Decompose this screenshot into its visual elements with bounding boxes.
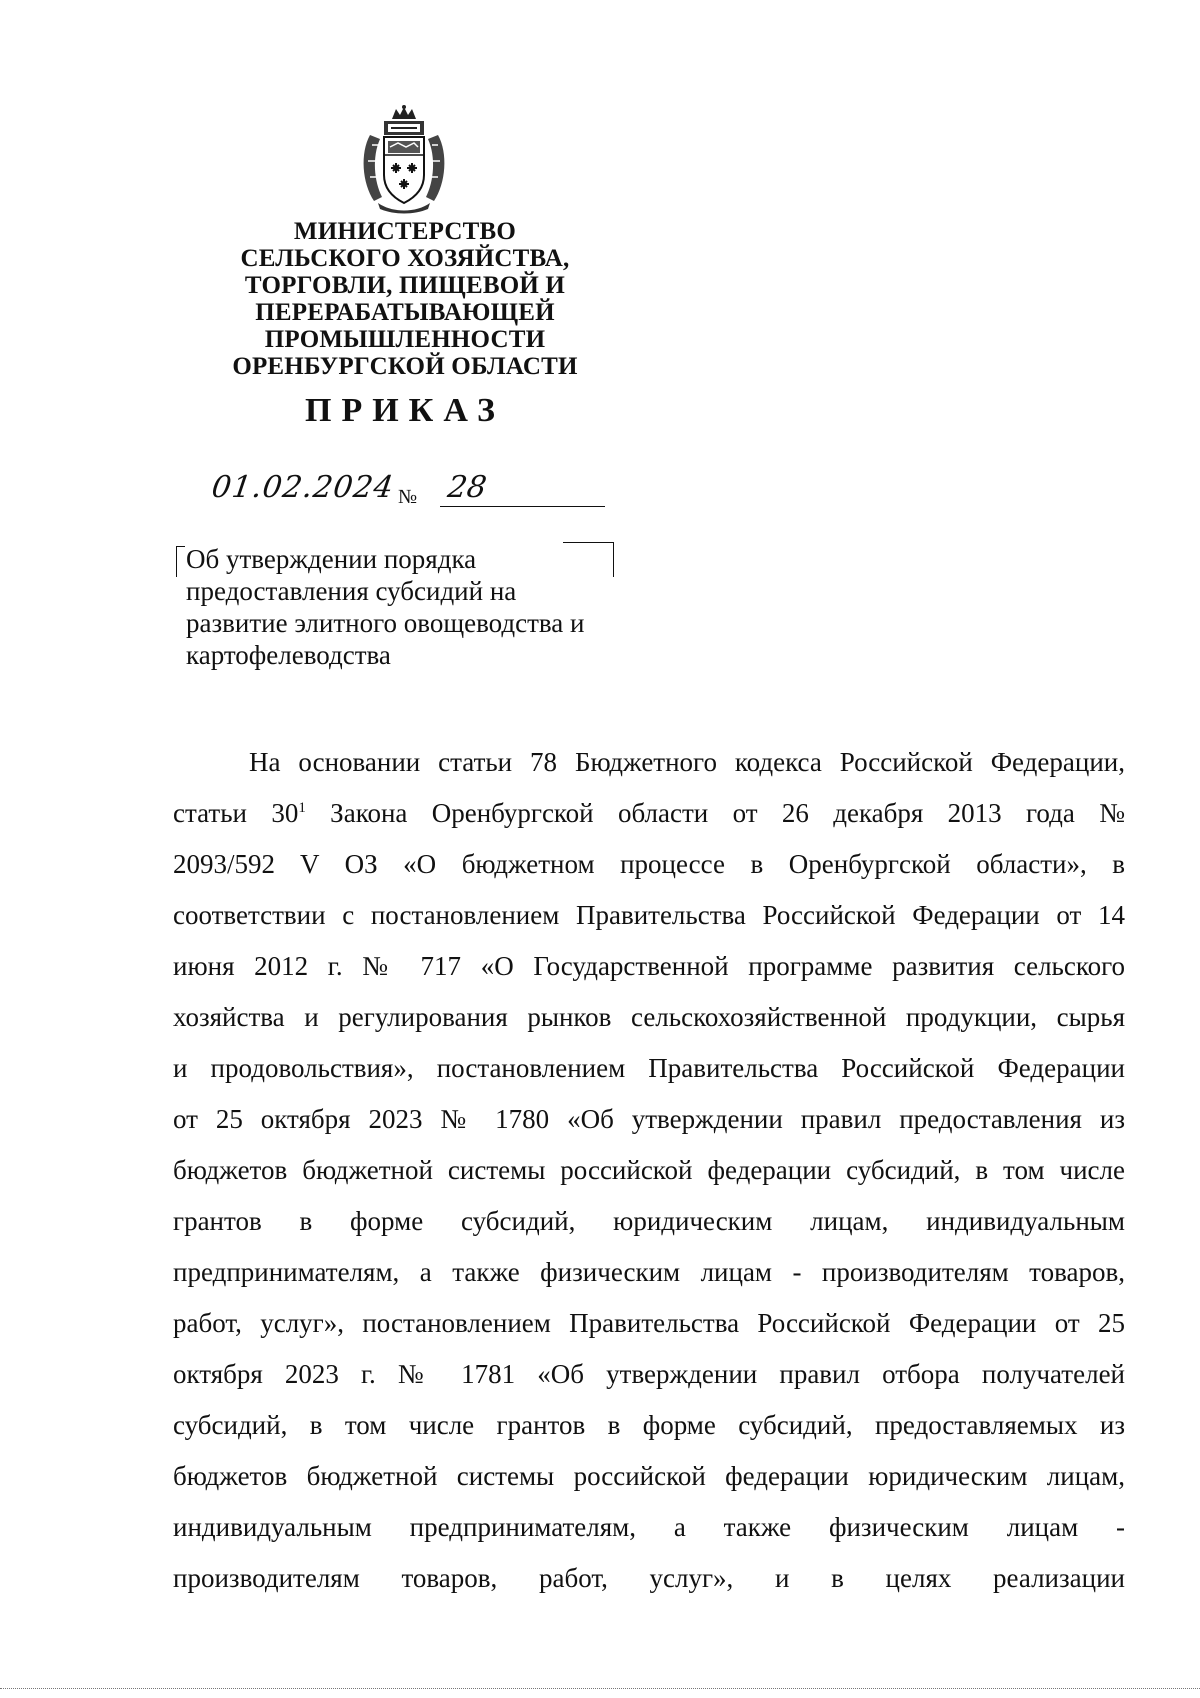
ministry-line: СЕЛЬСКОГО ХОЗЯЙСТВА, — [240, 245, 570, 272]
coat-of-arms-emblem — [358, 105, 450, 215]
ministry-line: ПЕРЕРАБАТЫВАЮЩЕЙ — [255, 299, 555, 326]
body-line: На основании статьи 78 Бюджетного кодекса Российской Федерации, — [249, 747, 1125, 777]
order-subject — [186, 543, 626, 671]
ministry-line: ПРОМЫШЛЕННОСТИ — [264, 326, 546, 353]
body-line: субсидий, в том числе грантов в форме субсидий, предоставляемых из — [173, 1410, 1125, 1440]
body-line: индивидуальным предпринимателям, а также физическим лицам - — [173, 1512, 1125, 1542]
order-body — [173, 737, 1125, 1604]
body-line-part: статьи 30 — [173, 798, 299, 828]
body-line: предпринимателям, а также физическим лицам - производителям товаров, — [173, 1257, 1125, 1287]
number-sign: № — [398, 486, 418, 508]
body-line: бюджетов бюджетной системы российской федерации субсидий, в том числе — [173, 1155, 1125, 1185]
document-type-title: ПРИКАЗ — [305, 392, 505, 429]
subject-line: картофелеводства — [186, 640, 391, 670]
body-line: от 25 октября 2023 № 1780 «Об утверждении правил предоставления из — [173, 1104, 1125, 1134]
ministry-line: МИНИСТЕРСТВО — [293, 218, 517, 245]
number-underline — [440, 506, 605, 507]
ministry-name — [200, 218, 610, 380]
ministry-line: ТОРГОВЛИ, ПИЩЕВОЙ И — [244, 272, 566, 299]
order-date: 01.02.2024 — [209, 470, 397, 505]
body-line: бюджетов бюджетной системы российской федерации юридическим лицам, — [173, 1461, 1125, 1491]
registration-line — [200, 470, 610, 510]
body-line: работ, услуг», постановлением Правительства Российской Федерации от 25 — [173, 1308, 1125, 1338]
subject-bracket-left — [176, 546, 185, 577]
subject-line: развитие элитного овощеводства и — [186, 608, 585, 638]
body-line: и продовольствия», постановлением Правительства Российской Федерации — [173, 1053, 1125, 1083]
superscript: 1 — [298, 800, 306, 816]
scan-edge-line — [0, 1688, 1200, 1689]
body-line: хозяйства и регулирования рынков сельскохозяйственной продукции, сырья — [173, 1002, 1125, 1032]
body-line: 2093/592 V ОЗ «О бюджетном процессе в Оренбургской области», в — [173, 849, 1125, 879]
body-line — [173, 788, 1125, 839]
body-line: соответствии с постановлением Правительства Российской Федерации от 14 — [173, 900, 1125, 930]
body-line: производителям товаров, работ, услуг», и в целях реализации — [173, 1563, 1125, 1593]
subject-line: Об утверждении порядка — [186, 544, 477, 574]
body-line: грантов в форме субсидий, юридическим лицам, индивидуальным — [173, 1206, 1125, 1236]
order-number: 28 — [445, 470, 489, 505]
body-line-part: Закона Оренбургской области от 26 декабря 2013 года № — [305, 798, 1125, 828]
subject-line: предоставления субсидий на — [186, 576, 517, 606]
body-line: октября 2023 г. № 1781 «Об утверждении правил отбора получателей — [173, 1359, 1125, 1389]
ministry-line: ОРЕНБУРГСКОЙ ОБЛАСТИ — [232, 353, 578, 380]
body-line: июня 2012 г. № 717 «О Государственной программе развития сельского — [173, 951, 1125, 981]
